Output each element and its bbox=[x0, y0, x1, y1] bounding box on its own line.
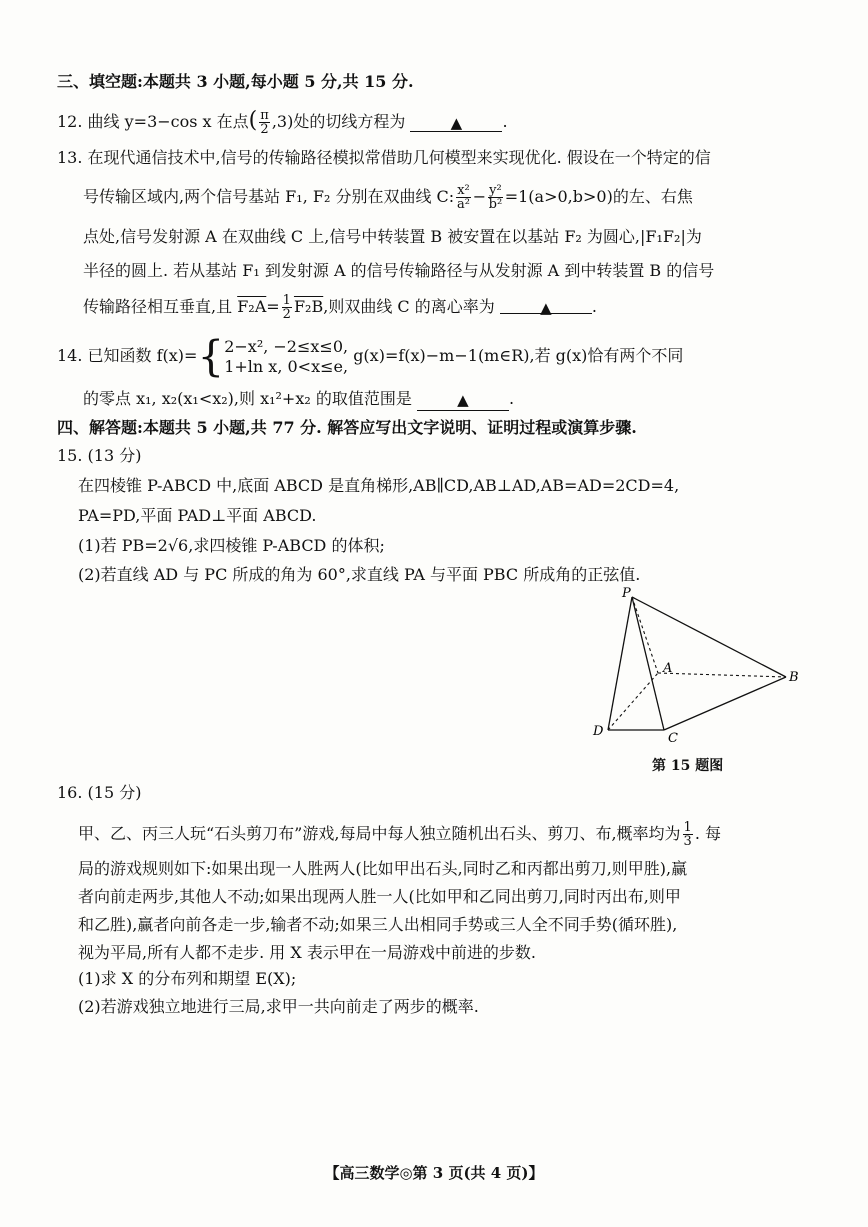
q16-line-4: 和乙胜),赢者向前各走一步,输者不动;如果三人出相同手势或三人全不同手势(循环胜), bbox=[78, 915, 678, 934]
blank-triangle-icon: ▲ bbox=[450, 114, 463, 132]
q16-one-third: $\frac{1}{3}$ bbox=[683, 820, 692, 849]
q16-part-2: (2)若游戏独立地进行三局,求甲一共向前走了两步的概率. bbox=[78, 997, 479, 1016]
q14-line-2: 的零点 x₁, x₂(x₁<x₂),则 x₁²+x₂ 的取值范围是 ▲ . bbox=[83, 389, 515, 409]
section-4-heading: 四、解答题:本题共 5 小题,共 77 分. 解答应写出文字说明、证明过程或演算步骤. bbox=[57, 418, 637, 437]
page-footer: 【高三数学◎第 3 页(共 4 页)】 bbox=[324, 1164, 544, 1182]
q13-answer-blank[interactable] bbox=[500, 293, 592, 317]
q14-piecewise: 2−x², −2≤x≤0, 1+ln x, 0<x≤e, bbox=[224, 336, 349, 376]
edge-pd bbox=[608, 597, 632, 730]
q16-line-3: 者向前走两步,其他人不动;如果出现两人胜一人(比如甲和乙同出剪刀,同时丙出布,则甲 bbox=[78, 887, 681, 906]
q12-paren: ( bbox=[248, 108, 258, 133]
edge-pc bbox=[632, 597, 664, 730]
q12-pi-over-2: $\frac{\pi}{2}$ bbox=[260, 108, 269, 137]
q15-line-1: 在四棱锥 P-ABCD 中,底面 ABCD 是直角梯形,AB∥CD,AB⊥AD,AB=AD=2CD=4, bbox=[78, 476, 680, 495]
edge-ab bbox=[658, 673, 786, 677]
q13-line-1: 13. 在现代通信技术中,信号的传输路径模拟常借助几何模型来实现优化. 假设在一个特定的信 bbox=[57, 148, 711, 167]
label-c: C bbox=[668, 731, 678, 745]
q12-answer-blank[interactable] bbox=[410, 111, 502, 132]
blank-triangle-icon: ▲ bbox=[540, 299, 552, 317]
q13-line-4: 半径的圆上. 若从基站 F₁ 到发射源 A 的信号传输路径与从发射源 A 到中转装置 B 的信号 bbox=[83, 261, 715, 280]
label-p: P bbox=[622, 586, 631, 601]
q12-text-a: 曲线 y=3−cos x 在点 bbox=[87, 112, 249, 131]
q12-text-b: 处的切线方程为 bbox=[293, 112, 406, 131]
q13-line-5: 传输路径相互垂直,且 F₂A= $\frac{1}{2}$ F₂B,则双曲线 C 的离心率为 ▲ . bbox=[83, 293, 597, 322]
q12-point-rest: ,3) bbox=[271, 112, 294, 131]
edge-pb bbox=[632, 597, 786, 677]
blank-triangle-icon: ▲ bbox=[457, 391, 469, 409]
q13-y2-over-b2: $\frac{\text{y²}}{\text{b²}}$ bbox=[488, 183, 503, 212]
question-12: 12. 曲线 y=3−cos x 在点( $\frac{\pi}{2}$ ,3)处的切线方程为 ▲ . bbox=[57, 108, 508, 137]
q16-line-2: 局的游戏规则如下:如果出现一人胜两人(比如甲出石头,同时乙和丙都出剪刀,则甲胜),赢 bbox=[78, 859, 688, 878]
label-b: B bbox=[789, 670, 799, 685]
q15-number: 15. (13 分) bbox=[57, 446, 142, 465]
q12-number: 12. bbox=[57, 112, 83, 131]
pyramid-figure bbox=[590, 585, 810, 745]
label-d: D bbox=[593, 724, 604, 739]
q15-line-2: PA=PD,平面 PAD⊥平面 ABCD. bbox=[78, 506, 317, 525]
q13-line-2: 号传输区域内,两个信号基站 F₁, F₂ 分别在双曲线 C: $\frac{\text{x²}}{\text{a²}}$ − $\frac{\text{y²}}{\text{b²}}$ =1(a>0,b>0)的左、右焦 bbox=[83, 183, 693, 212]
q16-number: 16. (15 分) bbox=[57, 783, 142, 802]
q13-vector-f2b: F₂B bbox=[293, 297, 324, 316]
figure-caption: 第 15 题图 bbox=[652, 758, 724, 774]
q15-part-2: (2)若直线 AD 与 PC 所成的角为 60°,求直线 PA 与平面 PBC 所成角的正弦值. bbox=[78, 565, 641, 584]
q14-answer-blank[interactable] bbox=[417, 390, 509, 411]
q13-one-half: $\frac{1}{2}$ bbox=[282, 293, 291, 322]
q13-vector-f2a: F₂A bbox=[237, 297, 267, 316]
q13-line-3: 点处,信号发射源 A 在双曲线 C 上,信号中转装置 B 被安置在以基站 F₂ 为圆心,|F₁F₂|为 bbox=[83, 227, 702, 246]
section-3-heading: 三、填空题:本题共 3 小题,每小题 5 分,共 15 分. bbox=[57, 72, 414, 91]
q15-part-1: (1)若 PB=2√6,求四棱锥 P-ABCD 的体积; bbox=[78, 536, 385, 555]
label-a: A bbox=[663, 661, 673, 676]
question-14: 14. 已知函数 f(x)={ 2−x², −2≤x≤0, 1+ln x, 0<x≤e, g(x)=f(x)−m−1(m∈R),若 g(x)恰有两个不同 bbox=[57, 331, 684, 381]
q16-line-5: 视为平局,所有人都不走步. 用 X 表示甲在一局游戏中前进的步数. bbox=[78, 943, 536, 962]
q13-x2-over-a2: $\frac{\text{x²}}{\text{a²}}$ bbox=[456, 183, 470, 212]
q16-line-1: 甲、乙、丙三人玩“石头剪刀布”游戏,每局中每人独立随机出石头、剪刀、布,概率均为 $\frac{1}{3}$ . 每 bbox=[78, 820, 722, 849]
edge-cb bbox=[664, 677, 786, 730]
q16-part-1: (1)求 X 的分布列和期望 E(X); bbox=[78, 969, 297, 988]
edge-da bbox=[608, 673, 658, 730]
